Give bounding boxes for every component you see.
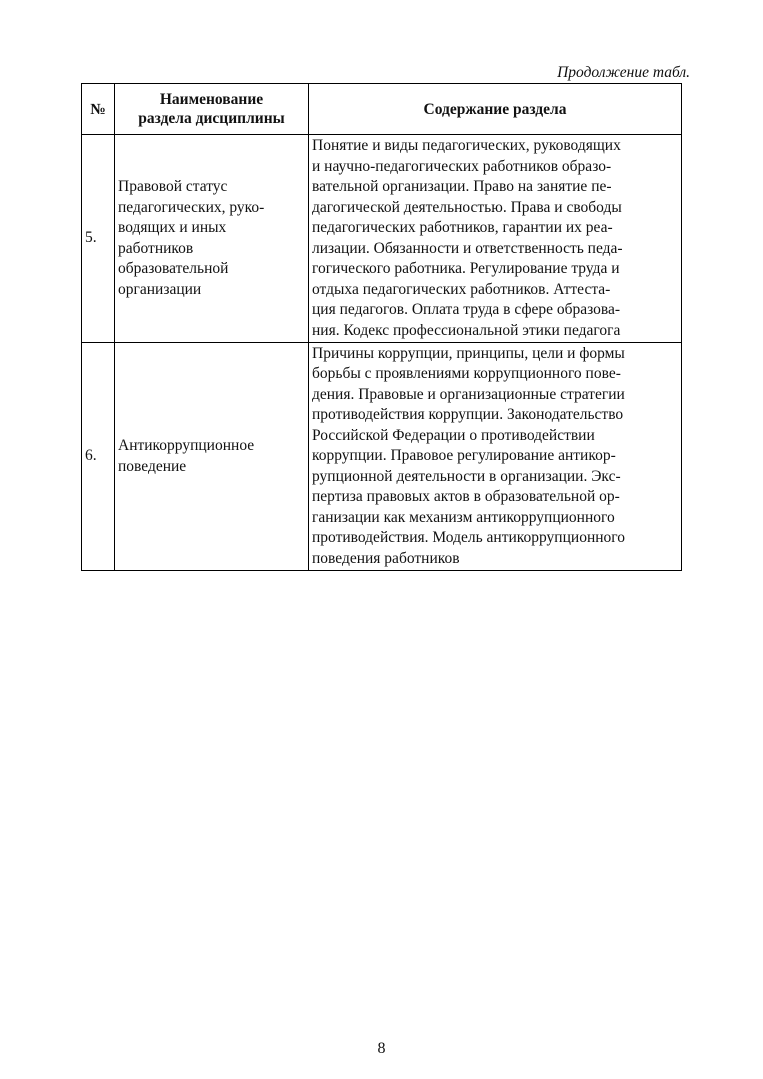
header-number: № bbox=[82, 84, 115, 135]
content-line: борьбы с проявлениями коррупционного пове- bbox=[312, 365, 621, 383]
discipline-sections-table bbox=[81, 83, 682, 571]
table-continuation-label: Продолжение табл. bbox=[557, 64, 690, 81]
row-section-content bbox=[309, 135, 682, 343]
table-row bbox=[82, 343, 682, 571]
section-name-line: организации bbox=[118, 280, 202, 298]
row-number: 6. bbox=[82, 343, 115, 571]
content-line: поведения работников bbox=[312, 549, 460, 567]
content-line: дения. Правовые и организационные стратегии bbox=[312, 385, 625, 403]
page-number: 8 bbox=[377, 1040, 386, 1057]
header-section-name-line2: раздела дисциплины bbox=[138, 110, 285, 127]
content-line: и научно-педагогических работников образо- bbox=[312, 157, 612, 175]
content-line: вательной организации. Право на занятие пе- bbox=[312, 178, 612, 195]
row-section-content bbox=[309, 343, 682, 571]
header-content: Содержание раздела bbox=[309, 84, 682, 135]
row-section-name bbox=[115, 135, 309, 343]
content-line: пертиза правовых актов в образовательной ор- bbox=[312, 488, 620, 506]
content-line: Российской Федерации о противодействии bbox=[312, 426, 595, 444]
content-line: ния. Кодекс профессиональной этики педагога bbox=[312, 321, 621, 339]
content-line: лизации. Обязанности и ответственность педа- bbox=[312, 239, 623, 257]
content-line: отдыха педагогических работников. Аттеста- bbox=[312, 280, 611, 298]
content-line: Понятие и виды педагогических, руководящих bbox=[312, 137, 621, 154]
content-line: Причины коррупции, принципы, цели и формы bbox=[312, 344, 625, 362]
section-name-line: работников bbox=[118, 239, 194, 257]
content-line: противодействия. Модель антикоррупционного bbox=[312, 529, 626, 547]
table-header-row bbox=[82, 84, 682, 135]
row-number: 5. bbox=[82, 135, 115, 343]
content-line: коррупции. Правовое регулирование антикор- bbox=[312, 447, 616, 465]
content-line: ганизации как механизм антикоррупционного bbox=[312, 508, 615, 526]
section-name-line: педагогических, руко- bbox=[118, 198, 265, 216]
section-name-line: образовательной bbox=[118, 260, 229, 277]
content-line: дагогической деятельностью. Права и свободы bbox=[312, 198, 622, 216]
content-line: педагогических работников, гарантии их реа- bbox=[312, 219, 613, 236]
content-line: рупционной деятельности в организации. Экс- bbox=[312, 467, 621, 485]
section-name-line: поведение bbox=[118, 457, 187, 475]
content-line: ция педагогов. Оплата труда в сфере образова- bbox=[312, 301, 621, 318]
row-section-name bbox=[115, 343, 309, 571]
table-row bbox=[82, 135, 682, 343]
section-name-line: водящих и иных bbox=[118, 219, 227, 236]
section-name-line: Антикоррупционное bbox=[118, 437, 255, 454]
header-section-name-line1: Наименование bbox=[159, 91, 264, 108]
header-section-name bbox=[115, 84, 309, 135]
content-line: противодействия коррупции. Законодательство bbox=[312, 406, 624, 424]
section-name-line: Правовой статус bbox=[118, 178, 228, 195]
content-line: гогического работника. Регулирование труда и bbox=[312, 260, 620, 277]
